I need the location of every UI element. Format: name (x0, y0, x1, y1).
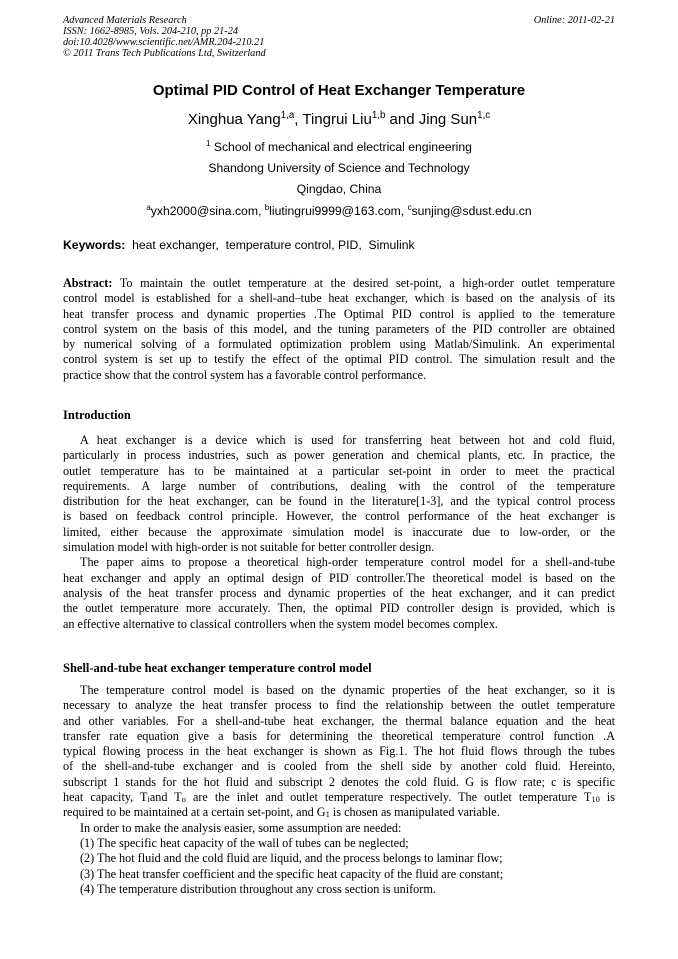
text-line: Abstract: To maintain the outlet temperature at the desired set-point, a high-order outlet temperature (63, 276, 615, 290)
model-body (63, 683, 615, 897)
author-name: Xinghua Yang (187, 111, 281, 128)
text-line: (3) The heat transfer coefficient and the specific heat capacity of the fluid are constant; (80, 866, 504, 881)
email-sup: b (264, 203, 270, 212)
affiliation-sup: 1 (206, 139, 211, 148)
email-sup: c (407, 203, 412, 212)
text-line: (2) The hot fluid and the cold fluid are liquid, and the process belongs to laminar flow; (80, 851, 503, 866)
author-sup: 1,a (280, 110, 295, 121)
subscript: 10 (591, 794, 600, 805)
text-line: The temperature control model is based on the dynamic properties of the heat exchanger, so it is (80, 683, 615, 697)
text-line: distribution for the heat exchanger, can be found in the literature[1-3], and the typical control process (63, 494, 615, 509)
text-line: of the shell-and-tube exchanger and is cooled from the shell side by another cold fluid. Hereinto, (63, 759, 615, 774)
text-line: necessary to analyze the heat transfer process to find the relationship between the outlet temperature (63, 698, 615, 713)
abstract-label: Abstract: (63, 276, 113, 290)
text-line: required to be maintained at a certain set-point, and $G_1$ is chosen as manipulated variable. (63, 805, 500, 820)
subscript: i (147, 794, 150, 805)
text-line: outlet temperature has to be maintained at a particular set-point in order to meet the practical (63, 463, 615, 478)
text-line: practice show that the control system has a favorable control performance. (63, 367, 427, 382)
text-line: transfer rate equation give a basis for determining the theoretical temperature control function .A (63, 728, 615, 743)
text-line: limited, either because the approximate simulation model is inaccurate due to low-order, or the (63, 524, 615, 539)
author-sup: 1,c (477, 110, 491, 121)
section-heading: Shell-and-tube heat exchanger temperature control model (63, 661, 372, 675)
text-line: (4) The temperature distribution throughout any cross section is uniform. (80, 881, 436, 896)
email[interactable]: yxh2000@sina.com, (150, 204, 265, 219)
text-line: control system is set up to testify the effect of the optimal PID control. The simulation result and the (63, 352, 615, 367)
text-line: an effective alternative to classical controllers when the system model becomes complex. (63, 616, 498, 631)
authors (0, 110, 678, 128)
text-line: control system on the basis of this model, and the tuning parameters of the PID controller are obtained (63, 321, 615, 336)
author-name: and Jing Sun (385, 111, 478, 128)
subscript: 1 (325, 809, 330, 820)
email-sup: a (146, 203, 151, 212)
text-line: heat capacity, $T_iand$ $T_o$ are the inlet and outlet temperature respectively. The outlet temperature $T_{10}$ is (63, 790, 615, 805)
issn: ISSN: 1662-8985, Vols. 204-210, pp 21-24 (63, 26, 239, 37)
text-line: the outlet temperature more accurately. Then, the optimal PID controller design is provided, which is (63, 601, 615, 616)
author-sup: 1,b (371, 110, 386, 121)
affiliation-line: Shandong University of Science and Technology (208, 161, 470, 175)
online-date: Online: 2011-02-21 (533, 15, 615, 26)
text-line: by numerical solving of a formulated optimization problem using Matlab/Simulink. An experimental (63, 337, 615, 352)
email[interactable]: liutingrui9999@163.com, (269, 204, 408, 219)
text-line: subscript 1 stands for the hot fluid and subscript 2 denotes the cold fluid. G is flow rate; c is specific (63, 774, 615, 789)
text-line: particularly in process industries, such as power generation and chemical plants, etc. In practice, the (63, 448, 615, 463)
text-line: heat exchanger and apply an optimal design of PID controller.The theoretical model is based on the (63, 570, 615, 585)
text-line: The paper aims to propose a theoretical high-order temperature control model for a shell-and-tube (80, 555, 615, 570)
author-name: , Tingrui Liu (294, 111, 372, 128)
keywords-label: Keywords: (63, 238, 126, 252)
text-line: requirements. A large number of contributions, dealing with the control of the temperature (63, 478, 615, 493)
text-line: In order to make the analysis easier, some assumption are needed: (80, 820, 402, 835)
affiliation-line (0, 139, 678, 154)
abstract (63, 276, 615, 383)
journal-header (63, 15, 266, 59)
keywords (63, 238, 415, 252)
text-line: (1) The specific heat capacity of the wall of tubes can be neglected; (80, 835, 409, 850)
subscript: o (181, 794, 186, 805)
keywords-text: heat exchanger, temperature control, PID, Simulink (125, 238, 415, 252)
journal-name: Advanced Materials Research (63, 15, 187, 26)
section-heading: Introduction (63, 408, 131, 422)
text-line: A heat exchanger is a device which is used for transferring heat between hot and cold fluid, (80, 433, 615, 447)
text-line: simulation model with high-order is not suitable for better controller design. (63, 540, 435, 555)
text-line: and other variables. For a shell-and-tube heat exchanger, the thermal balance equation and the heat (63, 713, 615, 728)
email[interactable]: sunjing@sdust.edu.cn (411, 204, 532, 219)
text-line: typical flowing process in the heat exchanger is shown as Fig.1. The hot fluid flows through the tubes (63, 744, 615, 759)
copyright: © 2011 Trans Tech Publications Ltd, Switzerland (63, 48, 266, 59)
paper-title: Optimal PID Control of Heat Exchanger Temperature (152, 82, 526, 99)
affiliation-line: Qingdao, China (296, 182, 382, 196)
affiliation-text: School of mechanical and electrical engineering (210, 140, 472, 155)
text-line: control model is established for a shell-and–tube heat exchanger, which is based on the analysis of its (63, 291, 615, 306)
text-line: heat transfer process and dynamic properties .The Optimal PID control is applied to the temerature (63, 306, 615, 321)
text-line: analysis of the heat transfer process and dynamic properties of the heat exchanger, and it can predict (63, 585, 615, 600)
emails (0, 203, 678, 218)
text-line: is based on feedback control principle. However, the control performance of the heat exchanger is (63, 509, 615, 524)
doi: doi:10.4028/www.scientific.net/AMR.204-210.21 (63, 37, 265, 48)
introduction-body (63, 433, 615, 632)
